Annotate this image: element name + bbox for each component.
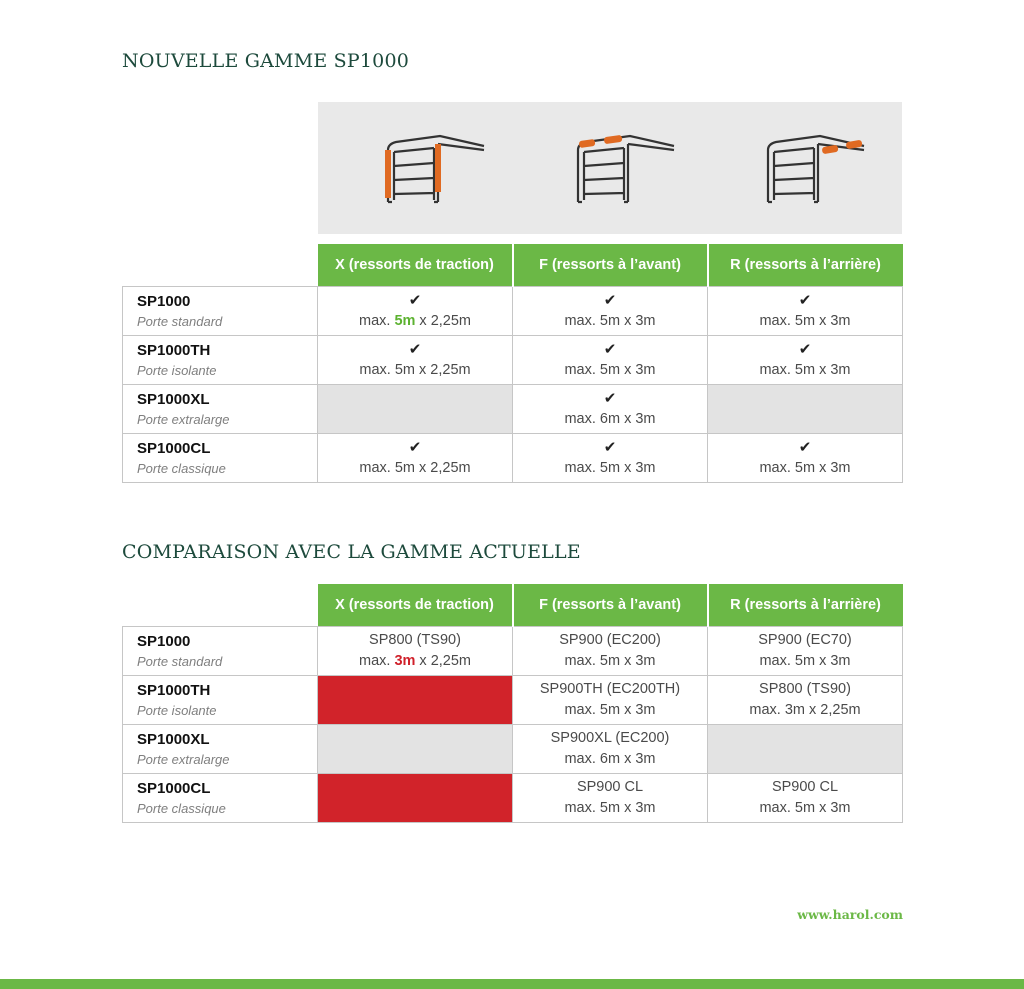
current-model: SP900 CL [576, 779, 644, 795]
model-cell [123, 336, 318, 385]
spec-cell [513, 725, 708, 774]
model-cell [123, 676, 318, 725]
size-value: max. 5m x 3m [564, 800, 656, 816]
model-cell [123, 774, 318, 823]
checkmark-icon: ✔ [408, 439, 422, 456]
spec-cell [318, 287, 513, 336]
size-value: max. 6m x 3m [564, 411, 656, 427]
size-value: max. 5m x 3m [759, 653, 851, 669]
section-title-new-range: NOUVELLE GAMME SP1000 [122, 50, 410, 72]
checkmark-icon: ✔ [603, 341, 617, 358]
not-available-cell [318, 725, 513, 774]
current-model: SP800 (TS90) [369, 632, 461, 648]
size-value: max. 5m x 2,25m [359, 460, 471, 476]
header-empty-cell [123, 584, 318, 627]
table-row [123, 434, 903, 483]
header-x-traction: X (ressorts de traction) [318, 244, 513, 287]
model-type: Porte extralarge [137, 752, 230, 767]
highlighted-width: 5m [394, 313, 416, 329]
table-row [123, 676, 903, 725]
checkmark-icon: ✔ [603, 439, 617, 456]
no-equivalent-cell [318, 676, 513, 725]
spec-cell [708, 287, 903, 336]
not-available-cell [318, 385, 513, 434]
spec-cell [513, 287, 708, 336]
spec-cell [318, 627, 513, 676]
checkmark-icon: ✔ [798, 341, 812, 358]
size-value: max. 5m x 3m [759, 313, 851, 329]
model-type: Porte isolante [137, 363, 217, 378]
table-row [123, 287, 903, 336]
not-available-cell [708, 385, 903, 434]
spec-cell [708, 336, 903, 385]
current-model: SP900XL (EC200) [550, 730, 670, 746]
highlighted-width: 3m [394, 653, 416, 669]
size-value: max. 5m x 3m [759, 362, 851, 378]
model-name: SP1000XL [137, 731, 210, 748]
size-value: max. 5m x 3m [759, 460, 851, 476]
model-name: SP1000CL [137, 440, 211, 457]
header-x-traction: X (ressorts de traction) [318, 584, 513, 627]
spec-cell [708, 627, 903, 676]
model-name: SP1000TH [137, 682, 211, 699]
header-f-front: F (ressorts à l’avant) [513, 584, 708, 627]
size-value: max. 3m x 2,25m [749, 702, 861, 718]
table-row [123, 385, 903, 434]
model-cell [123, 385, 318, 434]
checkmark-icon: ✔ [408, 292, 422, 309]
size-value: max. 5m x 3m [564, 702, 656, 718]
size-value: max. 5m x 3m [564, 460, 656, 476]
spec-cell [708, 434, 903, 483]
size-value: max. 6m x 3m [564, 751, 656, 767]
not-available-cell [708, 725, 903, 774]
model-name: SP1000 [137, 293, 191, 310]
model-type: Porte classique [137, 461, 226, 476]
model-cell [123, 725, 318, 774]
checkmark-icon: ✔ [798, 439, 812, 456]
spec-cell [513, 774, 708, 823]
bottom-accent-bar [0, 979, 1024, 989]
spec-cell [513, 434, 708, 483]
size-value: max. 5m x 3m [564, 313, 656, 329]
model-type: Porte standard [137, 654, 223, 669]
spec-cell [708, 774, 903, 823]
spec-cell [513, 336, 708, 385]
comparison-table [122, 584, 903, 823]
spec-cell [708, 676, 903, 725]
section-title-comparison: COMPARAISON AVEC LA GAMME ACTUELLE [122, 541, 581, 563]
model-type: Porte standard [137, 314, 223, 329]
header-empty-cell [123, 244, 318, 287]
table-row [123, 725, 903, 774]
model-name: SP1000TH [137, 342, 211, 359]
model-cell [123, 287, 318, 336]
website-link[interactable]: www.harol.com [797, 907, 903, 922]
current-model: SP900 CL [771, 779, 839, 795]
model-cell [123, 434, 318, 483]
model-name: SP1000 [137, 633, 191, 650]
model-type: Porte classique [137, 801, 226, 816]
current-model: SP800 (TS90) [759, 681, 851, 697]
spec-cell [513, 676, 708, 725]
new-range-table [122, 244, 903, 483]
model-name: SP1000XL [137, 391, 210, 408]
checkmark-icon: ✔ [603, 390, 617, 407]
model-type: Porte isolante [137, 703, 217, 718]
door-diagrams-band [318, 102, 902, 234]
spec-cell [513, 627, 708, 676]
spec-cell [318, 336, 513, 385]
door-front-springs-icon [570, 130, 680, 210]
size-value: max. 5m x 2,25m [359, 362, 471, 378]
size-value: max. 5m x 3m [759, 800, 851, 816]
header-r-rear: R (ressorts à l’arrière) [708, 584, 903, 627]
size-value: max. 5m x 3m [564, 362, 656, 378]
current-model: SP900TH (EC200TH) [539, 681, 681, 697]
table-row [123, 627, 903, 676]
current-model: SP900 (EC200) [559, 632, 661, 648]
spec-cell [513, 385, 708, 434]
size-value: max. 5m x 2,25m [358, 313, 472, 329]
spec-cell [318, 434, 513, 483]
table-row [123, 774, 903, 823]
model-cell [123, 627, 318, 676]
table-row [123, 336, 903, 385]
no-equivalent-cell [318, 774, 513, 823]
table-header-row [123, 244, 903, 287]
checkmark-icon: ✔ [798, 292, 812, 309]
door-traction-springs-icon [380, 130, 490, 210]
door-rear-springs-icon [760, 130, 870, 210]
size-value: max. 5m x 3m [564, 653, 656, 669]
table-header-row [123, 584, 903, 627]
header-r-rear: R (ressorts à l’arrière) [708, 244, 903, 287]
model-type: Porte extralarge [137, 412, 230, 427]
header-f-front: F (ressorts à l’avant) [513, 244, 708, 287]
checkmark-icon: ✔ [408, 341, 422, 358]
checkmark-icon: ✔ [603, 292, 617, 309]
size-value: max. 3m x 2,25m [358, 653, 472, 669]
current-model: SP900 (EC70) [758, 632, 852, 648]
model-name: SP1000CL [137, 780, 211, 797]
